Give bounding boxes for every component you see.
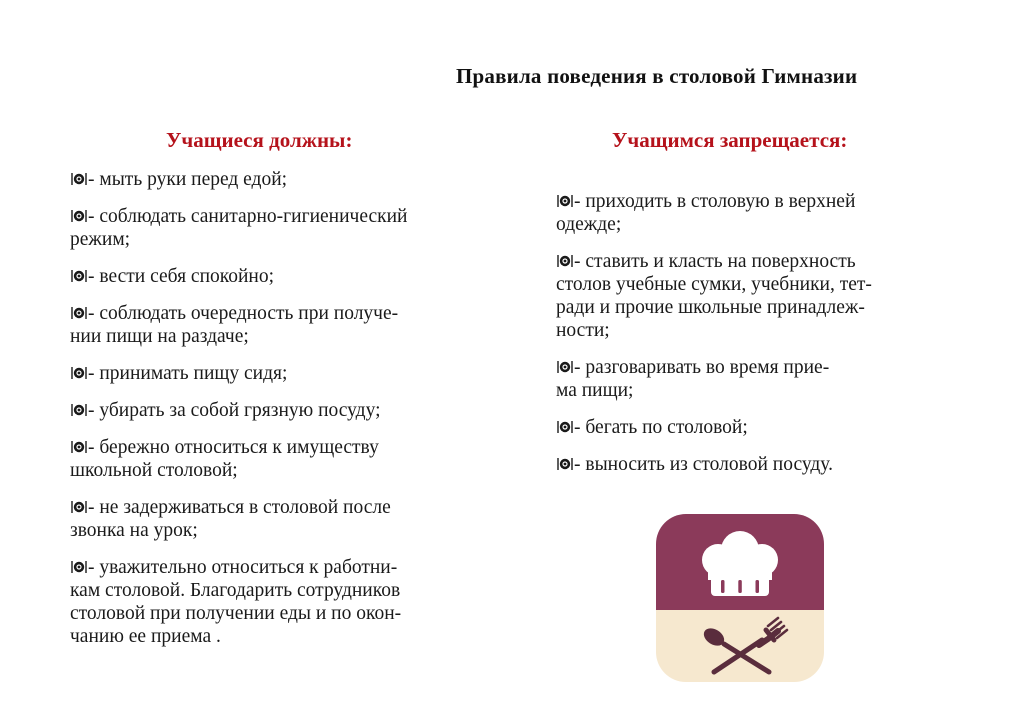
plate-cutlery-icon [556, 420, 573, 434]
list-item [556, 356, 956, 402]
rule-text: - не задерживаться в столовой после звонка на урок; [70, 497, 391, 541]
plate-cutlery-icon [70, 500, 87, 514]
rule-text: - приходить в столовую в верхней одежде; [556, 191, 856, 235]
plate-cutlery-icon [70, 209, 87, 223]
must-rules-list [70, 168, 500, 662]
plate-cutlery-icon [556, 254, 573, 268]
rule-text: - уважительно относиться к работни- кам столовой. Благодарить сотрудников столовой при получении еды и по окон- чанию ее приема . [70, 557, 402, 647]
list-item [70, 436, 500, 482]
plate-cutlery-icon [556, 194, 573, 208]
plate-cutlery-icon [70, 306, 87, 320]
icon-bottom-panel [656, 610, 824, 682]
right-column-heading: Учащимся запрещается: [612, 128, 848, 152]
rule-text: - разговаривать во время прие- ма пищи; [556, 357, 830, 401]
plate-cutlery-icon [556, 457, 573, 471]
list-item [70, 302, 500, 348]
rule-text: - вести себя спокойно; [88, 266, 275, 287]
rule-text: - ставить и класть на поверхность столов учебные сумки, учебники, тет- ради и прочие школьные принадлеж- ности; [556, 251, 872, 341]
left-column-heading: Учащиеся должны: [166, 128, 353, 152]
list-item [70, 168, 500, 191]
forbidden-rules-list [556, 190, 956, 490]
list-item [556, 416, 956, 439]
plate-cutlery-icon [70, 560, 87, 574]
plate-cutlery-icon [70, 440, 87, 454]
list-item [556, 250, 956, 342]
rule-text: - бережно относиться к имуществу школьной столовой; [70, 437, 379, 481]
list-item [70, 399, 500, 422]
list-item [70, 556, 500, 648]
page-title: Правила поведения в столовой Гимназии [456, 64, 858, 88]
rule-text: - убирать за собой грязную посуду; [88, 400, 381, 421]
rule-text: - бегать по столовой; [574, 417, 748, 438]
rule-text: - принимать пищу сидя; [88, 363, 288, 384]
plate-cutlery-icon [70, 269, 87, 283]
rule-text: - соблюдать очередность при получе- нии пищи на раздаче; [70, 303, 399, 347]
list-item [70, 496, 500, 542]
rule-text: - выносить из столовой посуду. [574, 454, 833, 475]
plate-cutlery-icon [556, 360, 573, 374]
list-item [70, 265, 500, 288]
chef-hat-cutlery-icon [656, 514, 824, 682]
list-item [70, 362, 500, 385]
plate-cutlery-icon [70, 366, 87, 380]
list-item [556, 453, 956, 476]
plate-cutlery-icon [70, 403, 87, 417]
rule-text: - мыть руки перед едой; [88, 169, 288, 190]
plate-cutlery-icon [70, 172, 87, 186]
list-item [556, 190, 956, 236]
list-item [70, 205, 500, 251]
rule-text: - соблюдать санитарно-гигиенический режим; [70, 206, 408, 250]
